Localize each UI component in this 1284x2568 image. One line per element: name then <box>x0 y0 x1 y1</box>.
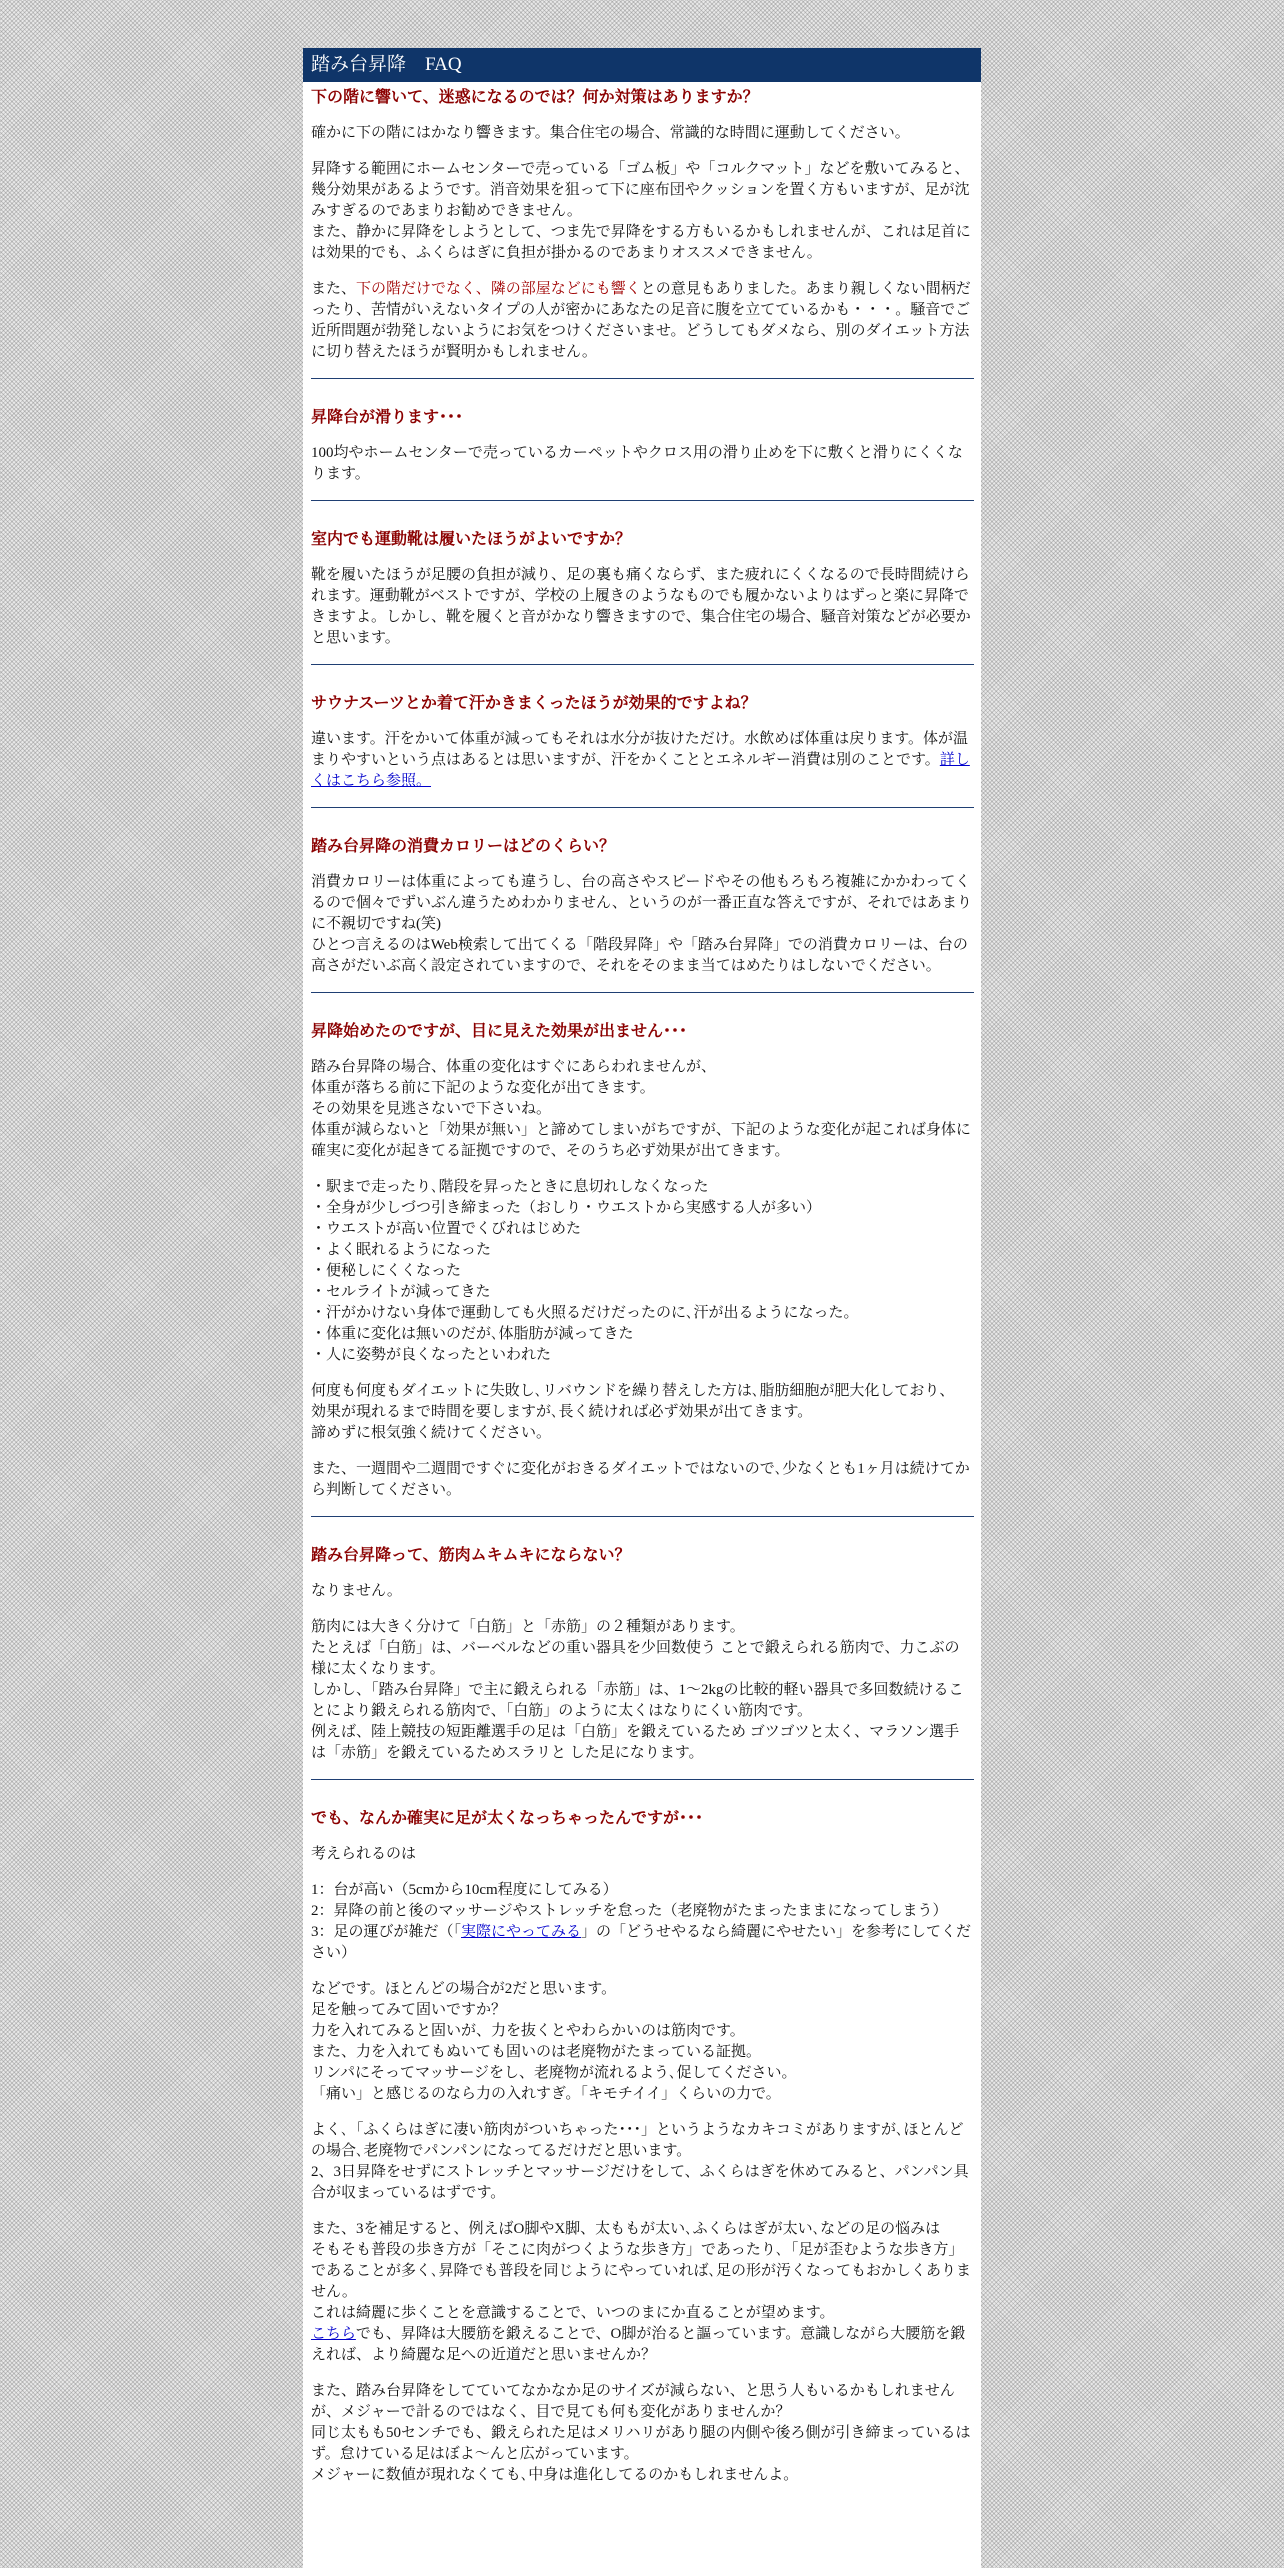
section-divider <box>311 1516 974 1517</box>
faq-answer <box>311 159 974 264</box>
answer-line: メジャーに数値が現れなくても､中身は進化してるのかもしれませんよ。 <box>311 2467 799 2483</box>
list-item: ・セルライトが減ってきた <box>311 1284 491 1300</box>
list-item: ・ウエストが高い位置でくびれはじめた <box>311 1221 582 1237</box>
faq-page <box>303 48 981 2568</box>
details-link[interactable]: 詳しくはこちら参照。 <box>311 752 970 789</box>
answer-text: 3：足の運びが雑だ（「 <box>311 1924 462 1940</box>
answer-line: 筋肉には大きく分けて「白筋」と「赤筋」の２種類があります。 <box>311 1619 745 1635</box>
section-divider <box>311 500 974 501</box>
faq-answer: 確かに下の階にはかなり響きます。集合住宅の場合、常識的な時間に運動してください。 <box>311 125 910 141</box>
causes-list <box>311 1880 974 1964</box>
faq-question-calories: 踏み台昇降の消費カロリーはどのくらい？ <box>311 838 616 855</box>
faq-answer <box>311 2120 974 2204</box>
answer-line: しかし、「踏み台昇降」で主に鍛えられる「赤筋」は、1～2kgの比較的軽い器具で多回数続けることにより鍛えられる筋肉で、「白筋」のように太くはなりにくい筋肉です。 <box>311 1682 964 1719</box>
answer-line: また、力を入れてもぬいても固いのは老廃物がたまっている証拠。 <box>311 2044 762 2060</box>
faq-answer <box>311 729 974 792</box>
answer-line <box>311 2324 974 2366</box>
answer-line: 何度も何度もダイエットに失敗し､リバウンドを繰り替えした方は､脂肪細胞が肥大化しており、 <box>311 1383 955 1399</box>
answer-line: また、静かに昇降をしようとして、つま先で昇降をする方もいるかもしれませんが、これは足首には効果的でも、ふくらはぎに負担が掛かるのであまりオススメできません。 <box>311 224 971 261</box>
answer-text: 」の「どうせやるなら綺麗にやせたい」を参考にしてください） <box>311 1924 972 1961</box>
answer-line: 2、3日昇降をせずにストレッチとマッサージだけをして、ふくらはぎを休めてみると、パンパン具合が収まっているはずです。 <box>311 2164 969 2201</box>
list-item: ・全身が少しづつ引き締まった（おしり・ウエストから実感する人が多い） <box>311 1200 822 1216</box>
faq-answer <box>311 2381 974 2486</box>
faq-question-shoes: 室内でも運動靴は履いたほうがよいですか？ <box>311 531 632 548</box>
list-item: ・便秘しにくくなった <box>311 1263 462 1279</box>
section-divider <box>311 378 974 379</box>
answer-line: よく､「ふくらはぎに凄い筋肉がついちゃった･･･」というようなカキコミがありますが､ほとんどの場合､老廃物でパンパンになってるだけだと思います。 <box>311 2122 964 2159</box>
answer-line: 例えば、陸上競技の短距離選手の足は「白筋」を鍛えているため ゴツゴツと太く、マラソン選手は「赤筋」を鍛えているためスラリと した足になります。 <box>311 1724 960 1761</box>
answer-line: たとえば「白筋」は、バーベルなどの重い器具を少回数使う ことで鍛えられる筋肉で、力こぶの様に太くなります。 <box>311 1640 960 1677</box>
section-divider <box>311 664 974 665</box>
faq-answer: 考えられるのは <box>311 1846 417 1862</box>
faq-question-slipping: 昇降台が滑ります･･･ <box>311 409 464 426</box>
list-item: ・人に姿勢が良くなったといわれた <box>311 1347 552 1363</box>
faq-answer <box>311 872 974 977</box>
answer-line: ひとつ言えるのはWeb検索して出てくる「階段昇降」や「踏み台昇降」での消費カロリーは、台の高さがだいぶ高く設定されていますので、それをそのまま当てはめたりはしないでください。 <box>311 937 968 974</box>
list-item: ・体重に変化は無いのだが､体脂肪が減ってきた <box>311 1326 634 1342</box>
faq-question-muscle: 踏み台昇降って、筋肉ムキムキにならない？ <box>311 1547 631 1564</box>
faq-answer <box>311 1381 974 1444</box>
answer-line: その効果を見逃さないで下さいね。 <box>311 1101 552 1117</box>
answer-line: などです。ほとんどの場合が2だと思います。 <box>311 1981 617 1997</box>
faq-question-no-effect: 昇降始めたのですが、目に見えた効果が出ません･･･ <box>311 1023 688 1040</box>
answer-line: また、3を補足すると、例えばO脚やX脚、太ももが太い､ふくらはぎが太い､などの足の悩みは <box>311 2221 941 2237</box>
faq-question-sauna-suit: サウナスーツとか着て汗かきまくったほうが効果的ですよね？ <box>311 695 757 712</box>
faq-answer <box>311 1057 974 1162</box>
faq-answer: 靴を履いたほうが足腰の負担が減り、足の裏も痛くならず、また疲れにくくなるので長時間続けられます。運動靴がベストですが、学校の上履きのようなものでも履かないよりはずっと楽に昇降できますよ。しかし、靴を履くと音がかなり響きますので、集合住宅の場合、騒音対策などが必要かと思います。 <box>311 567 971 646</box>
faq-answer <box>311 1979 974 2105</box>
answer-line: 体重が落ちる前に下記のような変化が出てきます。 <box>311 1080 655 1096</box>
section-divider <box>311 1779 974 1780</box>
answer-line: リンパにそってマッサージをし、老廃物が流れるよう､促してください。 <box>311 2065 797 2081</box>
answer-line: 昇降する範囲にホームセンターで売っている「ゴム板」や「コルクマット」などを敷いてみると、幾分効果があるようです。消音効果を狙って下に座布団やクッションを置く方もいますが、足が沈みすぎるのであまりお勧めできません。 <box>311 161 970 219</box>
answer-line: 効果が現れるまで時間を要しますが､長く続ければ必ず効果が出てきます。 <box>311 1404 813 1420</box>
answer-line: そもそも普段の歩き方が「そこに肉がつくような歩き方」であったり､「足が歪むような歩き方」であることが多く､昇降でも普段を同じようにやっていれば､足の形が汚くなってもおかしくありません。 <box>311 2242 972 2300</box>
here-link[interactable]: こちら <box>311 2326 356 2342</box>
answer-line: 諦めずに根気強く続けてください。 <box>311 1425 552 1441</box>
answer-line: 「痛い」と感じるのなら力の入れすぎ。「キモチイイ」くらいの力で。 <box>311 2086 781 2102</box>
answer-line: 踏み台昇降の場合、体重の変化はすぐにあらわれませんが、 <box>311 1059 717 1075</box>
section-divider <box>311 992 974 993</box>
faq-answer <box>311 1617 974 1764</box>
faq-answer <box>311 279 974 363</box>
answer-line: また、踏み台昇降をしてていてなかなか足のサイズが減らない、と思う人もいるかもしれませんが、メジャーで計るのではなく、目で見ても何も変化がありませんか？ <box>311 2383 955 2420</box>
answer-text: また、 <box>311 281 357 297</box>
faq-answer: 100均やホームセンターで売っているカーペットやクロス用の滑り止めを下に敷くと滑りにくくなります。 <box>311 445 963 482</box>
page-title: 踏み台昇降 FAQ <box>303 48 981 82</box>
faq-content <box>303 87 981 2486</box>
answer-line: 同じ太もも50センチでも、鍛えられた足はメリハリがあり腿の内側や後ろ側が引き締まっているはず。怠けている足はぼよ～んと広がっています。 <box>311 2425 971 2462</box>
try-it-link[interactable]: 実際にやってみる <box>461 1924 582 1940</box>
answer-line: 力を入れてみると固いが、力を抜くとやわらかいのは筋肉です。 <box>311 2023 745 2039</box>
list-item: 1：台が高い（5cmから10cm程度にしてみる） <box>311 1882 618 1898</box>
section-divider <box>311 807 974 808</box>
faq-answer: また、一週間や二週間ですぐに変化がおきるダイエットではないので､少なくとも1ヶ月は続けてから判断してください。 <box>311 1461 970 1498</box>
answer-text: 違います。汗をかいて体重が減ってもそれは水分が抜けただけ。水飲めば体重は戻ります。体が温まりやすいという点はあるとは思いますが、汗をかくこととエネルギー消費は別のことです。 <box>311 731 969 768</box>
list-item: ・駅まで走ったり､階段を昇ったときに息切れしなくなった <box>311 1179 709 1195</box>
list-item: ・よく眠れるようになった <box>311 1242 492 1258</box>
faq-question-noise: 下の階に響いて、迷惑になるのでは？何か対策はありますか？ <box>311 89 759 106</box>
list-item: ・汗がかけない身体で運動しても火照るだけだったのに､汗が出るようになった。 <box>311 1305 859 1321</box>
faq-answer <box>311 2219 974 2366</box>
list-item: 2：昇降の前と後のマッサージやストレッチを怠った（老廃物がたまったままになってしまう） <box>311 1903 948 1919</box>
answer-line: 消費カロリーは体重によっても違うし、台の高さやスピードやその他もろもろ複雑にかかわってくるので個々でずいぶん違うためわかりません、というのが一番正直な答えですが、それではあまりに不親切ですね(笑) <box>311 874 972 932</box>
faq-answer: なりません。 <box>311 1583 402 1599</box>
effects-list <box>311 1177 974 1366</box>
answer-line: これは綺麗に歩くことを意識することで、いつのまにか直ることが望めます。 <box>311 2305 835 2321</box>
list-item <box>311 1922 974 1964</box>
answer-text: との意見もありました。あまり親しくない間柄だったり、苦情がいえないタイプの人が密かにあなたの足音に腹を立てているかも・・・。騒音でご近所問題が勃発しないようにお気をつけくださいませ。どうしてもダメなら、別のダイエット方法に切り替えたほうが賢明かもしれません。 <box>311 281 971 360</box>
answer-line: 足を触ってみて固いですか？ <box>311 2002 507 2018</box>
answer-text: でも、昇降は大腰筋を鍛えることで、O脚が治ると謳っています。意識しながら大腰筋を鍛えれば、より綺麗な足への近道だと思いませんか？ <box>311 2326 966 2363</box>
answer-line: 体重が減らないと「効果が無い」と諦めてしまいがちですが、下記のような変化が起これば身体に確実に変化が起きてる証拠ですので、そのうち必ず効果が出てきます。 <box>311 1122 971 1159</box>
faq-question-thicker-legs: でも、なんか確実に足が太くなっちゃったんですが･･･ <box>311 1810 704 1827</box>
highlighted-text: 下の階だけでなく、隣の部屋などにも響く <box>356 281 641 297</box>
